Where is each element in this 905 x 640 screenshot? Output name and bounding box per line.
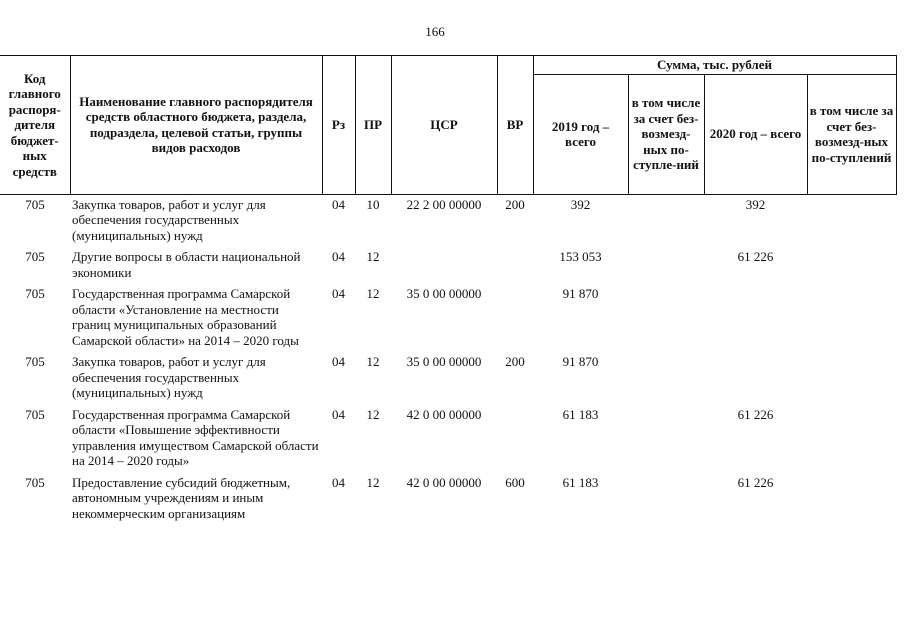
cell-2019-total: 392 xyxy=(570,196,591,212)
table-row xyxy=(0,352,896,405)
budget-table xyxy=(0,55,897,525)
cell-2019-total: 61 183 xyxy=(562,406,599,422)
cell-2019-total: 153 053 xyxy=(559,249,602,264)
cell-2019-total: 91 870 xyxy=(562,354,599,369)
cell-pr: 10 xyxy=(366,196,380,212)
header-csr: ЦСР xyxy=(391,56,497,195)
header-2020-total: 2020 год – всего xyxy=(704,74,807,194)
table-body xyxy=(0,194,896,525)
table-header xyxy=(0,56,896,195)
cell-pr: 12 xyxy=(366,249,380,264)
cell-2019-free xyxy=(628,473,704,526)
table-row xyxy=(0,194,896,247)
table-row xyxy=(0,284,896,352)
cell-code: 705 xyxy=(25,196,45,212)
cell-2019-free xyxy=(628,405,704,473)
cell-2020-free xyxy=(807,473,896,526)
cell-2020-total xyxy=(704,284,807,352)
cell-2020-free xyxy=(807,405,896,473)
cell-pr: 12 xyxy=(366,286,380,301)
header-rz: Рз xyxy=(322,56,355,195)
cell-code: 705 xyxy=(25,286,45,301)
cell-csr: 35 0 00 00000 xyxy=(406,354,482,369)
cell-2020-total: 61 226 xyxy=(737,249,774,264)
header-name: Наименование главного распорядителя средств областного бюджета, раздела, подраздела, целевой статьи, группы видов расходов xyxy=(70,56,322,195)
cell-rz: 04 xyxy=(332,406,345,422)
header-code: Код главного распоря-дителя бюджет-ных средств xyxy=(0,56,70,195)
cell-pr: 12 xyxy=(366,474,380,490)
cell-pr: 12 xyxy=(366,354,380,369)
cell-vr xyxy=(497,284,533,352)
table-row xyxy=(0,405,896,473)
cell-vr xyxy=(497,405,533,473)
cell-vr: 600 xyxy=(505,474,525,490)
cell-name: Государственная программа Самарской области «Повышение эффективности управления имуществом Самарской области на 2014 – 2020 годы» xyxy=(72,406,319,468)
cell-code: 705 xyxy=(25,406,45,422)
cell-csr xyxy=(391,247,497,284)
cell-2020-total: 392 xyxy=(745,196,766,212)
cell-rz: 04 xyxy=(332,249,345,264)
cell-name: Закупка товаров, работ и услуг для обеспечения государственных (муниципальных) нужд xyxy=(72,196,266,243)
cell-vr: 200 xyxy=(505,196,525,212)
cell-csr: 42 0 00 00000 xyxy=(406,406,482,422)
cell-name: Государственная программа Самарской области «Установление на местности границ муниципальных образований Самарской области» на 2014 – 2020 годы xyxy=(72,286,299,348)
table-row xyxy=(0,247,896,284)
header-vr: ВР xyxy=(497,56,533,195)
cell-csr: 22 2 00 00000 xyxy=(406,196,482,212)
cell-rz: 04 xyxy=(332,286,345,301)
cell-2019-free xyxy=(628,352,704,405)
cell-csr: 42 0 00 00000 xyxy=(406,474,482,490)
cell-2020-total: 61 226 xyxy=(737,406,774,422)
header-sum-group: Сумма, тыс. рублей xyxy=(533,56,896,75)
cell-2019-free xyxy=(628,247,704,284)
cell-2020-free xyxy=(807,247,896,284)
table-row xyxy=(0,473,896,526)
cell-pr: 12 xyxy=(366,406,380,422)
cell-2020-total xyxy=(704,352,807,405)
cell-2019-total: 91 870 xyxy=(562,286,599,301)
cell-2019-free xyxy=(628,284,704,352)
cell-name: Другие вопросы в области национальной экономики xyxy=(72,249,301,280)
cell-2020-free xyxy=(807,284,896,352)
header-2020-free: в том числе за счет без-возмезд-ных по-ступлений xyxy=(807,74,896,194)
cell-2020-total: 61 226 xyxy=(737,474,774,490)
header-2019-free: в том числе за счет без-возмезд-ных по-ступле-ний xyxy=(628,74,704,194)
cell-code: 705 xyxy=(25,249,45,264)
cell-2019-free xyxy=(628,194,704,247)
cell-2020-free xyxy=(807,352,896,405)
cell-vr xyxy=(497,247,533,284)
cell-2020-free xyxy=(807,194,896,247)
cell-csr: 35 0 00 00000 xyxy=(406,286,482,301)
cell-rz: 04 xyxy=(332,474,345,490)
cell-name: Предоставление субсидий бюджетным, автономным учреждениям и иным некоммерческим организациям xyxy=(72,474,291,521)
cell-vr: 200 xyxy=(505,354,525,369)
cell-2019-total: 61 183 xyxy=(562,474,599,490)
cell-name: Закупка товаров, работ и услуг для обеспечения государственных (муниципальных) нужд xyxy=(72,354,266,400)
cell-rz: 04 xyxy=(332,196,345,212)
page-number: 166 xyxy=(425,24,445,39)
header-pr: ПР xyxy=(355,56,391,195)
cell-code: 705 xyxy=(25,354,45,369)
cell-code: 705 xyxy=(25,474,45,490)
header-2019-total: 2019 год – всего xyxy=(533,74,628,194)
cell-rz: 04 xyxy=(332,354,345,369)
